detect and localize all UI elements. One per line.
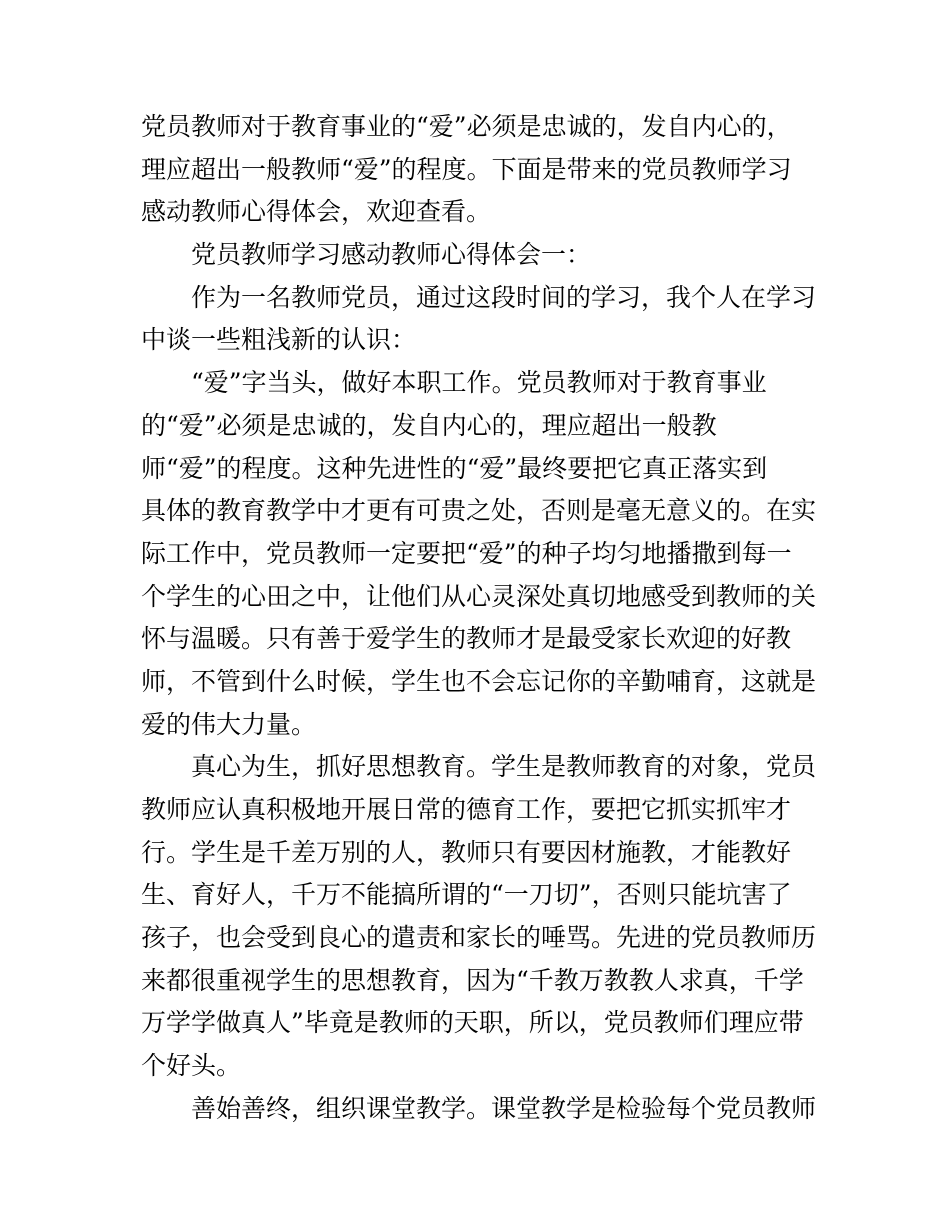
text-line: 爱的伟大力量。	[141, 709, 317, 739]
text-line: 生、育好人，千万不能搞所谓的“一刀切”，否则只能坑害了	[141, 880, 792, 910]
text-line: 万学学做真人”毕竟是教师的天职，所以，党员教师们理应带	[141, 1008, 804, 1038]
text-line: “爱”字当头，做好本职工作。党员教师对于教育事业	[191, 368, 767, 398]
text-line: 个好头。	[141, 1051, 242, 1081]
text-line: 党员教师对于教育事业的“爱”必须是忠诚的，发自内心的，	[141, 112, 792, 141]
text-line: 中谈一些粗浅新的认识：	[141, 325, 417, 355]
text-line: 理应超出一般教师“爱”的程度。下面是带来的党员教师学习	[141, 154, 792, 184]
text-line: 行。学生是千差万别的人，教师只有要因材施教，才能教好	[141, 837, 792, 867]
text-line: 善始善终，组织课堂教学。课堂教学是检验每个党员教师	[191, 1093, 817, 1123]
text-line: 怀与温暖。只有善于爱学生的教师才是最受家长欢迎的好教	[141, 624, 792, 654]
text-line: 作为一名教师党员，通过这段时间的学习，我个人在学习	[191, 282, 817, 312]
text-line: 真心为生，抓好思想教育。学生是教师教育的对象，党员	[191, 752, 817, 782]
text-line: 来都很重视学生的思想教育，因为“千教万教教人求真，千学	[141, 965, 804, 995]
text-line: 教师应认真积极地开展日常的德育工作，要把它抓实抓牢才	[141, 795, 792, 824]
text-line: 感动教师心得体会，欢迎查看。	[141, 197, 492, 227]
text-line: 党员教师学习感动教师心得体会一：	[191, 240, 592, 270]
document-body	[141, 106, 831, 1131]
text-line: 个学生的心田之中，让他们从心灵深处真切地感受到教师的关	[141, 581, 817, 611]
text-line: 师，不管到什么时候，学生也不会忘记你的辛勤哺育，这就是	[141, 666, 817, 696]
text-line: 的“爱”必须是忠诚的，发自内心的，理应超出一般教	[141, 410, 717, 440]
text-line: 孩子，也会受到良心的遣责和家长的唾骂。先进的党员教师历	[141, 923, 817, 953]
text-line: 际工作中，党员教师一定要把“爱”的种子均匀地播撒到每一	[141, 538, 792, 568]
text-line: 师“爱”的程度。这种先进性的“爱”最终要把它真正落实到	[141, 453, 768, 483]
text-line: 具体的教育教学中才更有可贵之处，否则是毫无意义的。在实	[141, 496, 817, 526]
